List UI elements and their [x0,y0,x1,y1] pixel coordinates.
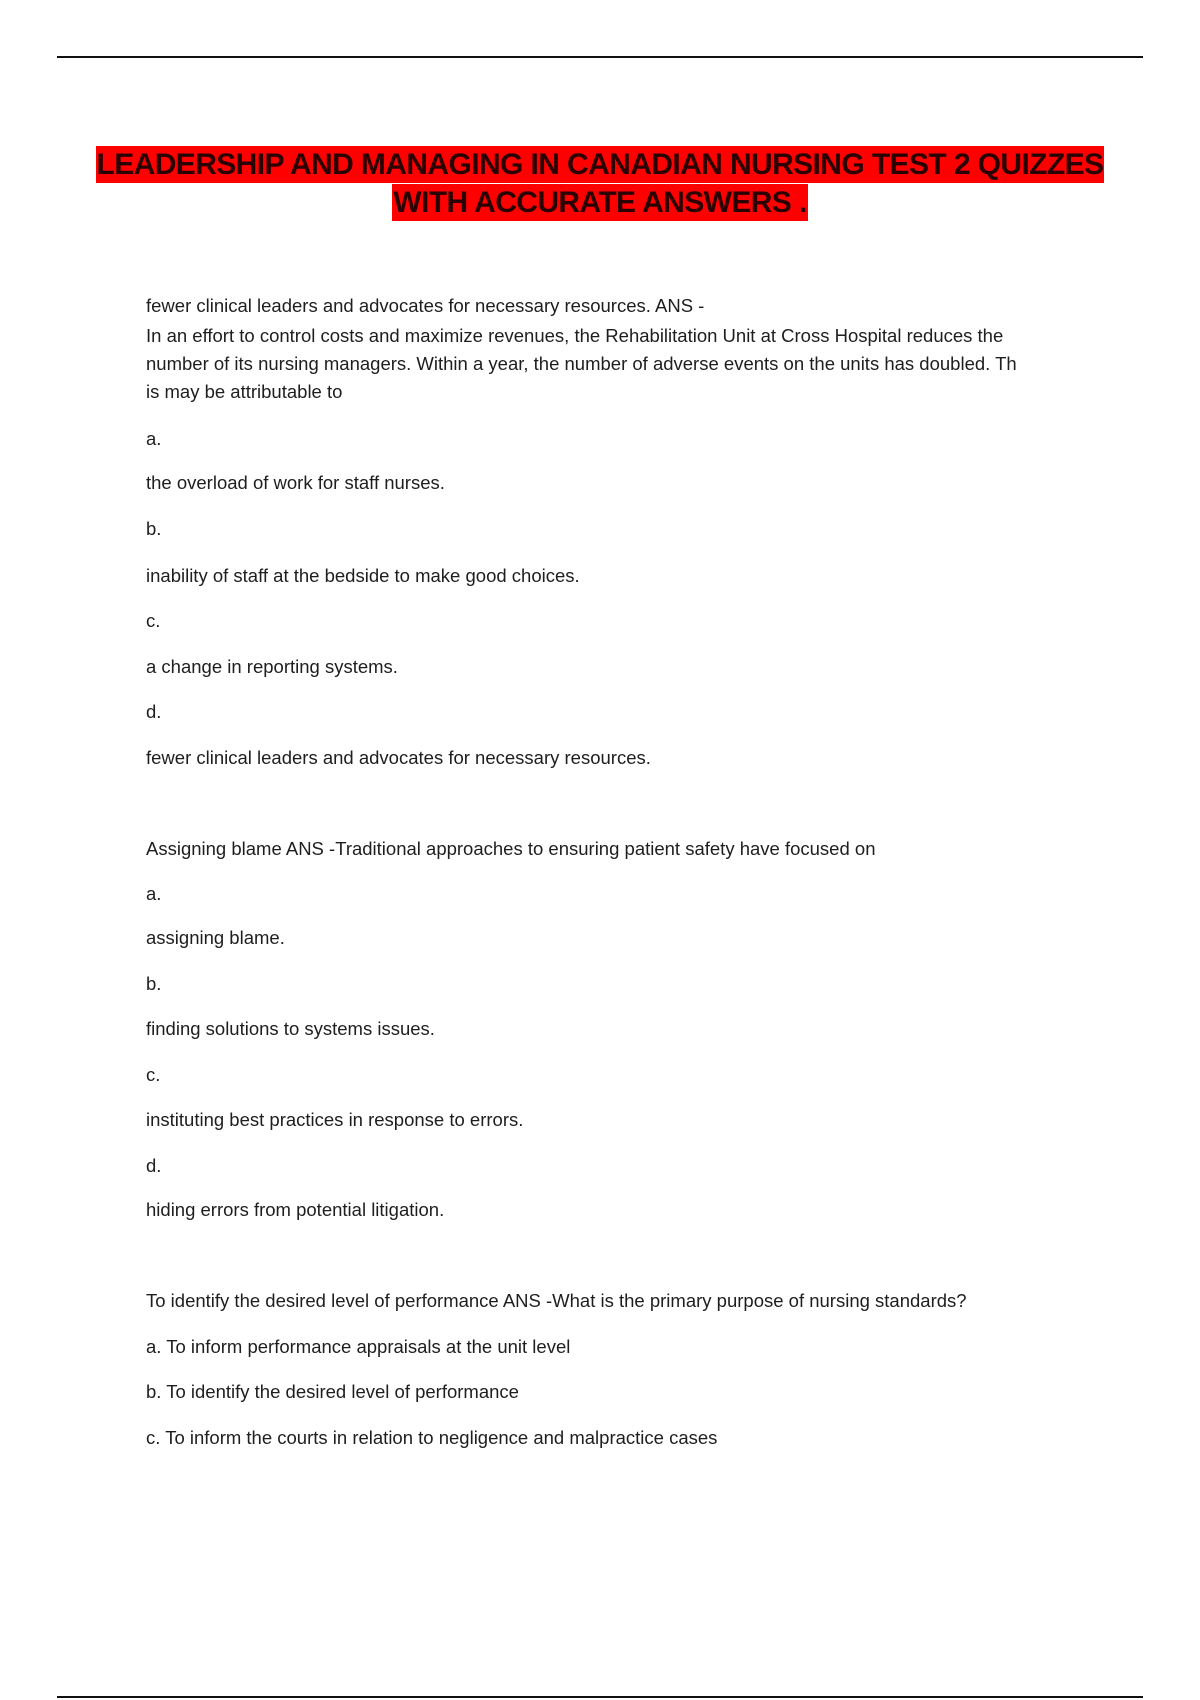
q2-option-b-label: b. [146,973,162,994]
q2-option-b-text: finding solutions to systems issues. [146,1018,435,1039]
q2-option-a-label: a. [146,883,162,904]
q1-question-line-2: number of its nursing managers. Within a year, the number of adverse events on the units has doubled. Th [146,353,1017,374]
q1-option-d-label: d. [146,701,162,722]
q1-question-line-1: In an effort to control costs and maximize revenues, the Rehabilitation Unit at Cross Hospital reduces the [146,325,1004,346]
q1-option-d-text: fewer clinical leaders and advocates for necessary resources. [146,747,651,768]
q3-option-b: b. To identify the desired level of performance [146,1381,519,1402]
q2-option-d-label: d. [146,1155,162,1176]
q1-option-b-label: b. [146,518,162,539]
q1-option-c-text: a change in reporting systems. [146,656,398,677]
top-rule [57,56,1143,58]
q3-answer-line: To identify the desired level of performance ANS -What is the primary purpose of nursing standards? [146,1290,967,1311]
q2-option-a-text: assigning blame. [146,927,285,948]
q1-question-line-3: is may be attributable to [146,381,343,402]
bottom-rule [57,1696,1143,1698]
q1-option-a-label: a. [146,428,162,449]
q1-option-b-text: inability of staff at the bedside to make good choices. [146,565,580,586]
q2-option-d-text: hiding errors from potential litigation. [146,1199,445,1220]
q2-answer-line: Assigning blame ANS -Traditional approaches to ensuring patient safety have focused on [146,838,876,859]
q1-answer-line: fewer clinical leaders and advocates for necessary resources. ANS - [146,295,705,316]
q2-option-c-label: c. [146,1064,161,1085]
q1-option-c-label: c. [146,610,161,631]
q2-option-c-text: instituting best practices in response to errors. [146,1109,524,1130]
document-title [0,146,1200,221]
title-line-2: WITH ACCURATE ANSWERS . [393,186,807,219]
q3-option-c: c. To inform the courts in relation to negligence and malpractice cases [146,1427,718,1448]
q1-option-a-text: the overload of work for staff nurses. [146,472,445,493]
q3-option-a: a. To inform performance appraisals at the unit level [146,1336,571,1357]
title-line-1: LEADERSHIP AND MANAGING IN CANADIAN NURSING TEST 2 QUIZZES [96,148,1104,181]
